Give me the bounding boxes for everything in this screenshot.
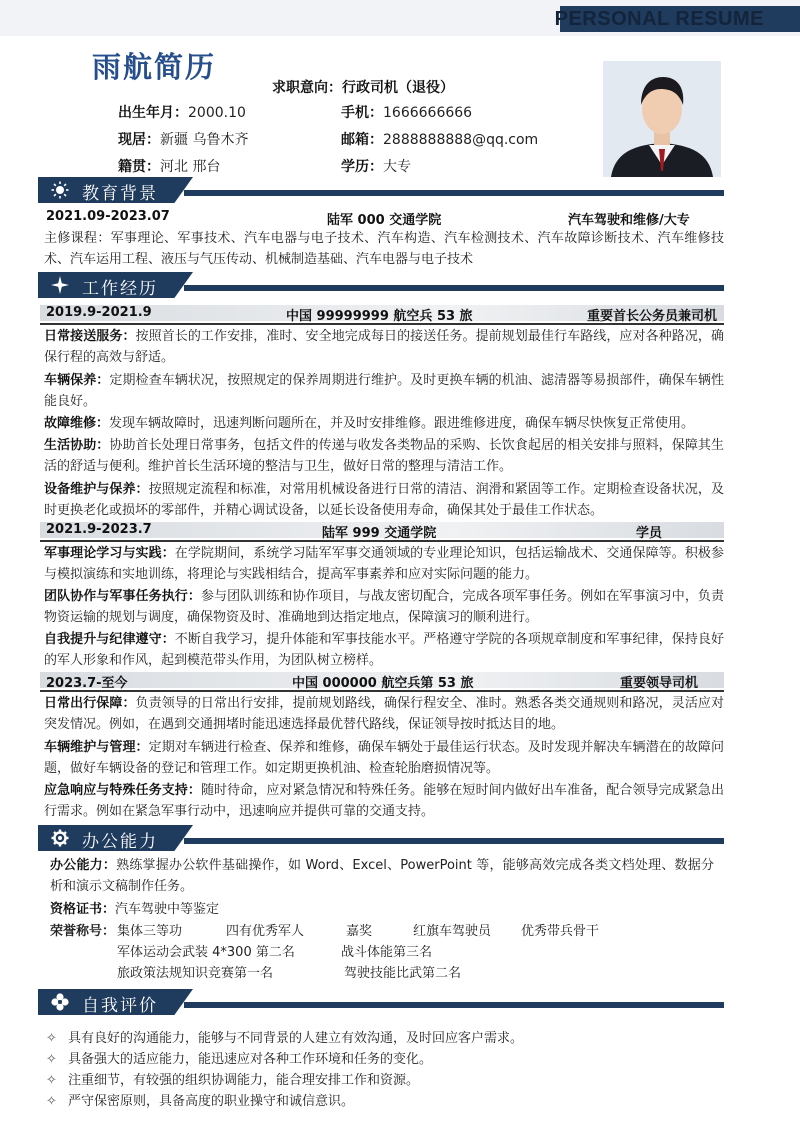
email-value: 2888888888@qq.com bbox=[383, 132, 539, 148]
job-role: 学员 bbox=[636, 526, 663, 541]
item-text: 按照规定流程和标准，对常用机械设备进行日常的清洁、润滑和紧固等工作。定期检查设备状况，及时更换老化或损坏的零部件，并精心调试设备，以延长设备使用寿命，确保其处于最佳工作状态。 bbox=[44, 482, 724, 518]
item-text: 定期对车辆进行检查、保养和维修，确保车辆处于最佳运行状态。及时发现并解决车辆潜在的故障问题，做好车辆设备的登记和管理工作。如定期更换机油、检查轮胎磨损情况等。 bbox=[44, 740, 724, 776]
honor-item: 驾驶技能比武第二名 bbox=[344, 966, 462, 981]
honor-item: 战斗体能第三名 bbox=[341, 945, 433, 960]
edu-courses: 主修课程：军事理论、军事技术、汽车电器与电子技术、汽车构造、汽车检测技术、汽车故障诊断技术、汽车维修技术、汽车运用工程、液压与气压传动、机械制造基础、汽车电器与电子技术 bbox=[44, 231, 724, 267]
section-header-education bbox=[38, 177, 724, 203]
job-row bbox=[40, 522, 724, 540]
gear-icon bbox=[51, 829, 69, 847]
section-title: 教育背景 bbox=[82, 184, 158, 204]
job-org: 陆军 999 交通学院 bbox=[322, 526, 437, 541]
edu-major: 汽车驾驶和维修/大专 bbox=[568, 213, 690, 228]
item-label: 自我提升与纪律遵守： bbox=[44, 632, 175, 647]
banner-title: PERSONAL RESUME bbox=[554, 8, 764, 30]
job1-item-reception bbox=[44, 326, 724, 368]
item-label: 应急响应与特殊任务支持： bbox=[44, 783, 201, 798]
flower-icon bbox=[51, 993, 69, 1011]
birth-value: 2000.10 bbox=[188, 105, 246, 121]
item-label: 资格证书： bbox=[50, 902, 116, 917]
bullet-icon: ✧ bbox=[46, 1052, 57, 1067]
item-text: 具备强大的适应能力，能迅速应对各种工作环境和任务的变化。 bbox=[68, 1052, 433, 1067]
item-label: 车辆保养： bbox=[44, 373, 110, 388]
birth-label: 出生年月： bbox=[118, 105, 188, 121]
section-line bbox=[184, 285, 724, 291]
item-text: 随时待命，应对紧急情况和特殊任务。能够在短时间内做好出车准备，配合领导完成紧急出行需求。例如在紧急军事行动中，迅速响应并提供可靠的交通支持。 bbox=[44, 783, 724, 819]
job-period: 2021.9-2023.7 bbox=[46, 522, 152, 537]
residence-label: 现居： bbox=[118, 132, 160, 148]
profile-photo bbox=[603, 61, 721, 177]
edu-school: 陆军 000 交通学院 bbox=[327, 213, 442, 228]
intent-value: 行政司机（退役） bbox=[342, 80, 454, 96]
email-info bbox=[341, 129, 538, 149]
office-cert bbox=[50, 899, 714, 920]
job1-item-maintenance bbox=[44, 370, 724, 412]
origin-label: 籍贯： bbox=[118, 159, 160, 175]
job-org: 中国 000000 航空兵第 53 旅 bbox=[292, 676, 474, 691]
portrait-illustration bbox=[603, 61, 721, 177]
bullet-icon: ✧ bbox=[46, 1031, 57, 1046]
phone-value: 1666666666 bbox=[383, 105, 473, 121]
job-intent bbox=[272, 77, 454, 97]
sparkle-icon bbox=[51, 276, 69, 294]
job3-item-travel bbox=[44, 693, 724, 735]
job3-item-vehicle bbox=[44, 737, 724, 779]
honor-item: 四有优秀军人 bbox=[226, 924, 305, 939]
job-period: 2019.9-2021.9 bbox=[46, 305, 152, 320]
section-line bbox=[184, 1002, 724, 1008]
self-item bbox=[46, 1090, 354, 1109]
self-item bbox=[46, 1069, 419, 1088]
job1-item-equipment bbox=[44, 479, 724, 521]
item-text: 具有良好的沟通能力，能够与不同背景的人建立有效沟通，及时回应客户需求。 bbox=[68, 1031, 524, 1046]
item-text: 负责领导的日常出行安排，提前规划路线，确保行程安全、准时。熟悉各类交通规则和路况，灵活应对突发情况。例如，在遇到交通拥堵时能迅速选择最优替代路线，保证领导按时抵达目的地。 bbox=[44, 696, 724, 732]
job2-item-teamwork bbox=[44, 586, 724, 628]
honor-item: 旅政策法规知识竞赛第一名 bbox=[117, 966, 274, 981]
item-label: 日常接送服务： bbox=[44, 329, 136, 344]
section-header-self bbox=[38, 989, 724, 1015]
item-text: 在学院期间，系统学习陆军军事交通领域的专业理论知识，包括运输战术、交通保障等。积极参与模拟演练和实地训练，将理论与实践相结合，提高军事素养和应对实际问题的能力。 bbox=[44, 546, 724, 582]
education-info bbox=[341, 156, 411, 176]
section-title: 工作经历 bbox=[82, 279, 158, 299]
item-label: 车辆维护与管理： bbox=[44, 740, 149, 755]
bullet-icon: ✧ bbox=[46, 1073, 57, 1088]
sun-icon bbox=[51, 181, 69, 199]
item-text: 注重细节，有较强的组织协调能力，能合理安排工作和资源。 bbox=[68, 1073, 420, 1088]
honor-item: 红旗车驾驶员 bbox=[413, 924, 492, 939]
job1-item-life bbox=[44, 435, 724, 477]
item-label: 团队协作与军事任务执行： bbox=[44, 589, 201, 604]
education-label: 学历： bbox=[341, 159, 383, 175]
phone-info bbox=[341, 102, 472, 122]
item-label: 日常出行保障： bbox=[44, 696, 136, 711]
bullet-icon: ✧ bbox=[46, 1094, 57, 1109]
item-text: 不断自我学习，提升体能和军事技能水平。严格遵守学院的各项规章制度和军事纪律，保持良好的军人形象和作风，起到模范带头作用，为团队树立榜样。 bbox=[44, 632, 724, 668]
section-header-office bbox=[38, 825, 724, 851]
office-skill bbox=[50, 855, 714, 897]
job2-item-discipline bbox=[44, 629, 724, 671]
item-text: 定期检查车辆状况，按照规定的保养周期进行维护。及时更换车辆的机油、滤清器等易损部件，确保车辆性能良好。 bbox=[44, 373, 724, 409]
origin-value: 河北 邢台 bbox=[160, 159, 221, 175]
job-role: 重要领导司机 bbox=[620, 676, 699, 691]
education-row bbox=[40, 209, 724, 227]
item-text: 熟练掌握办公软件基础操作，如 Word、Excel、PowerPoint 等，能够高效完成各类文档处理、数据分析和演示文稿制作任务。 bbox=[50, 858, 714, 894]
section-title: 自我评价 bbox=[82, 996, 158, 1016]
edu-period: 2021.09-2023.07 bbox=[46, 209, 170, 224]
honor-label bbox=[50, 921, 115, 942]
job3-item-emergency bbox=[44, 780, 724, 822]
item-text: 汽车驾驶中等鉴定 bbox=[115, 902, 220, 917]
job-period: 2023.7-至今 bbox=[46, 676, 128, 691]
item-text: 发现车辆故障时，迅速判断问题所在，并及时安排维修。跟进维修进度，确保车辆尽快恢复正常使用。 bbox=[109, 416, 695, 431]
section-line bbox=[184, 190, 724, 196]
item-label: 军事理论学习与实践： bbox=[44, 546, 175, 561]
job1-item-repair bbox=[44, 413, 724, 434]
item-label: 办公能力： bbox=[50, 858, 117, 873]
job2-item-theory bbox=[44, 543, 724, 585]
self-item bbox=[46, 1027, 523, 1046]
item-text: 参与团队训练和协作项目，与战友密切配合，完成各项军事任务。例如在军事演习中，负责物资运输的规划与调度，确保物资及时、准确地到达指定地点，保障演习的顺利进行。 bbox=[44, 589, 724, 625]
section-line bbox=[184, 838, 724, 844]
honor-item: 嘉奖 bbox=[346, 924, 373, 939]
job-row bbox=[40, 305, 724, 323]
phone-label: 手机： bbox=[341, 105, 383, 121]
item-text: 严守保密原则，具备高度的职业操守和诚信意识。 bbox=[68, 1094, 355, 1109]
residence-info bbox=[118, 129, 248, 149]
resume-title: 雨航简历 bbox=[92, 50, 217, 84]
email-label: 邮箱： bbox=[341, 132, 383, 148]
education-value: 大专 bbox=[383, 159, 411, 175]
honor-item: 集体三等功 bbox=[117, 924, 183, 939]
item-label: 生活协助： bbox=[44, 438, 110, 453]
honor-item: 军体运动会武装 4*300 第二名 bbox=[117, 945, 295, 960]
item-label: 故障维修： bbox=[44, 416, 110, 431]
item-text: 按照首长的工作安排，准时、安全地完成每日的接送任务。提前规划最佳行车路线，应对各种路况，确保行程的高效与舒适。 bbox=[44, 329, 724, 365]
birth-info bbox=[118, 102, 246, 122]
job-row bbox=[40, 672, 724, 690]
item-label: 设备维护与保养： bbox=[44, 482, 149, 497]
item-label: 荣誉称号： bbox=[50, 924, 116, 939]
item-text: 协助首长处理日常事务，包括文件的传递与收发各类物品的采购、长饮食起居的相关安排与照料，保障其生活的舒适与便利。维护首长生活环境的整洁与卫生，做好日常的整理与清洁工作。 bbox=[44, 438, 724, 474]
job-role: 重要首长公务员兼司机 bbox=[587, 309, 718, 324]
residence-value: 新疆 乌鲁木齐 bbox=[160, 132, 249, 148]
honor-item: 优秀带兵骨干 bbox=[521, 924, 600, 939]
self-item bbox=[46, 1048, 432, 1067]
intent-label: 求职意向： bbox=[272, 80, 342, 96]
top-banner bbox=[0, 0, 800, 36]
section-title: 办公能力 bbox=[82, 832, 158, 852]
origin-info bbox=[118, 156, 220, 176]
job-org: 中国 99999999 航空兵 53 旅 bbox=[286, 309, 473, 324]
section-header-work bbox=[38, 272, 724, 298]
